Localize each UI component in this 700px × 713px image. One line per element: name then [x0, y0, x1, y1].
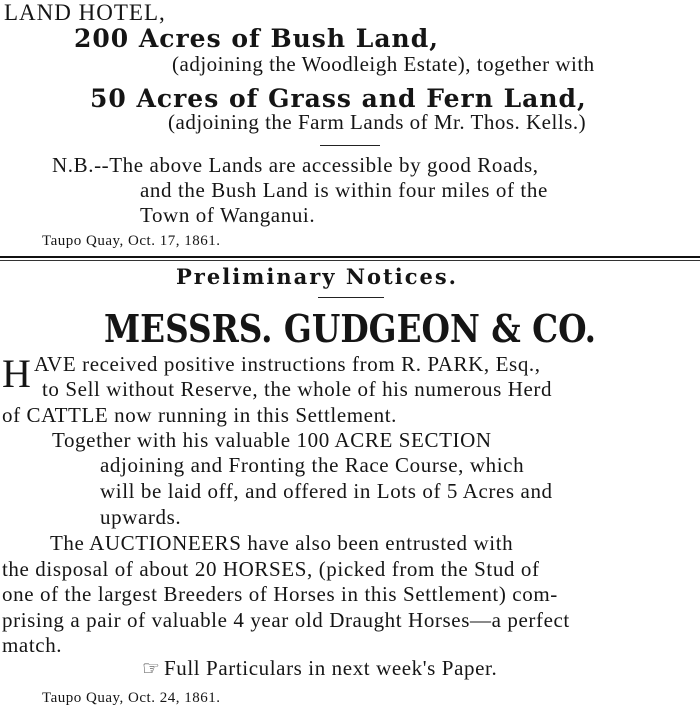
- para1-line-1: AVE received positive instructions from R. PARK, Esq.,: [34, 352, 541, 376]
- drop-cap: H: [2, 351, 31, 396]
- column-separator: [0, 256, 700, 261]
- bush-land-note: (adjoining the Woodleigh Estate), together with: [172, 52, 595, 76]
- bush-land-heading: 200 Acres of Bush Land,: [74, 24, 439, 53]
- grass-land-note: (adjoining the Farm Lands of Mr. Thos. Kells.): [168, 110, 587, 134]
- para1-line-3: of CATTLE now running in this Settlement.: [2, 403, 397, 427]
- para2-line-1: Together with his valuable 100 ACRE SECTION: [52, 428, 492, 452]
- particulars-text: Full Particulars in next week's Paper.: [163, 656, 498, 680]
- para2-line-4: upwards.: [100, 505, 182, 529]
- nb-line-2: and the Bush Land is within four miles of the: [140, 178, 548, 202]
- para3-line-4: prising a pair of valuable 4 year old Draught Horses—a perfect: [2, 608, 570, 632]
- grass-land-heading: 50 Acres of Grass and Fern Land,: [90, 84, 587, 113]
- para1-line-2: to Sell without Reserve, the whole of his numerous Herd: [42, 377, 553, 401]
- para3-line-5: match.: [2, 633, 63, 657]
- short-divider: [320, 145, 380, 146]
- para2-line-2: adjoining and Fronting the Race Course, which: [100, 453, 525, 477]
- para2-line-3: will be laid off, and offered in Lots of 5 Acres and: [100, 479, 553, 503]
- short-divider-2: [318, 297, 384, 298]
- nb-line-3: Town of Wanganui.: [140, 203, 316, 227]
- pointing-hand-icon: ☞: [142, 658, 160, 680]
- particulars-row: [142, 656, 497, 681]
- section-heading: Preliminary Notices.: [176, 264, 458, 289]
- hotel-line: LAND HOTEL,: [4, 0, 166, 25]
- firm-name: MESSRS. GUDGEON & CO.: [104, 306, 597, 351]
- dateline-oct-24: Taupo Quay, Oct. 24, 1861.: [42, 690, 221, 706]
- para3-line-1: The AUCTIONEERS have also been entrusted with: [50, 531, 514, 555]
- para3-line-2: the disposal of about 20 HORSES, (picked from the Stud of: [2, 557, 540, 581]
- para3-line-3: one of the largest Breeders of Horses in this Settlement) com-: [2, 582, 558, 606]
- nb-line-1: N.B.--The above Lands are accessible by good Roads,: [52, 153, 539, 177]
- dateline-oct-17: Taupo Quay, Oct. 17, 1861.: [42, 233, 221, 249]
